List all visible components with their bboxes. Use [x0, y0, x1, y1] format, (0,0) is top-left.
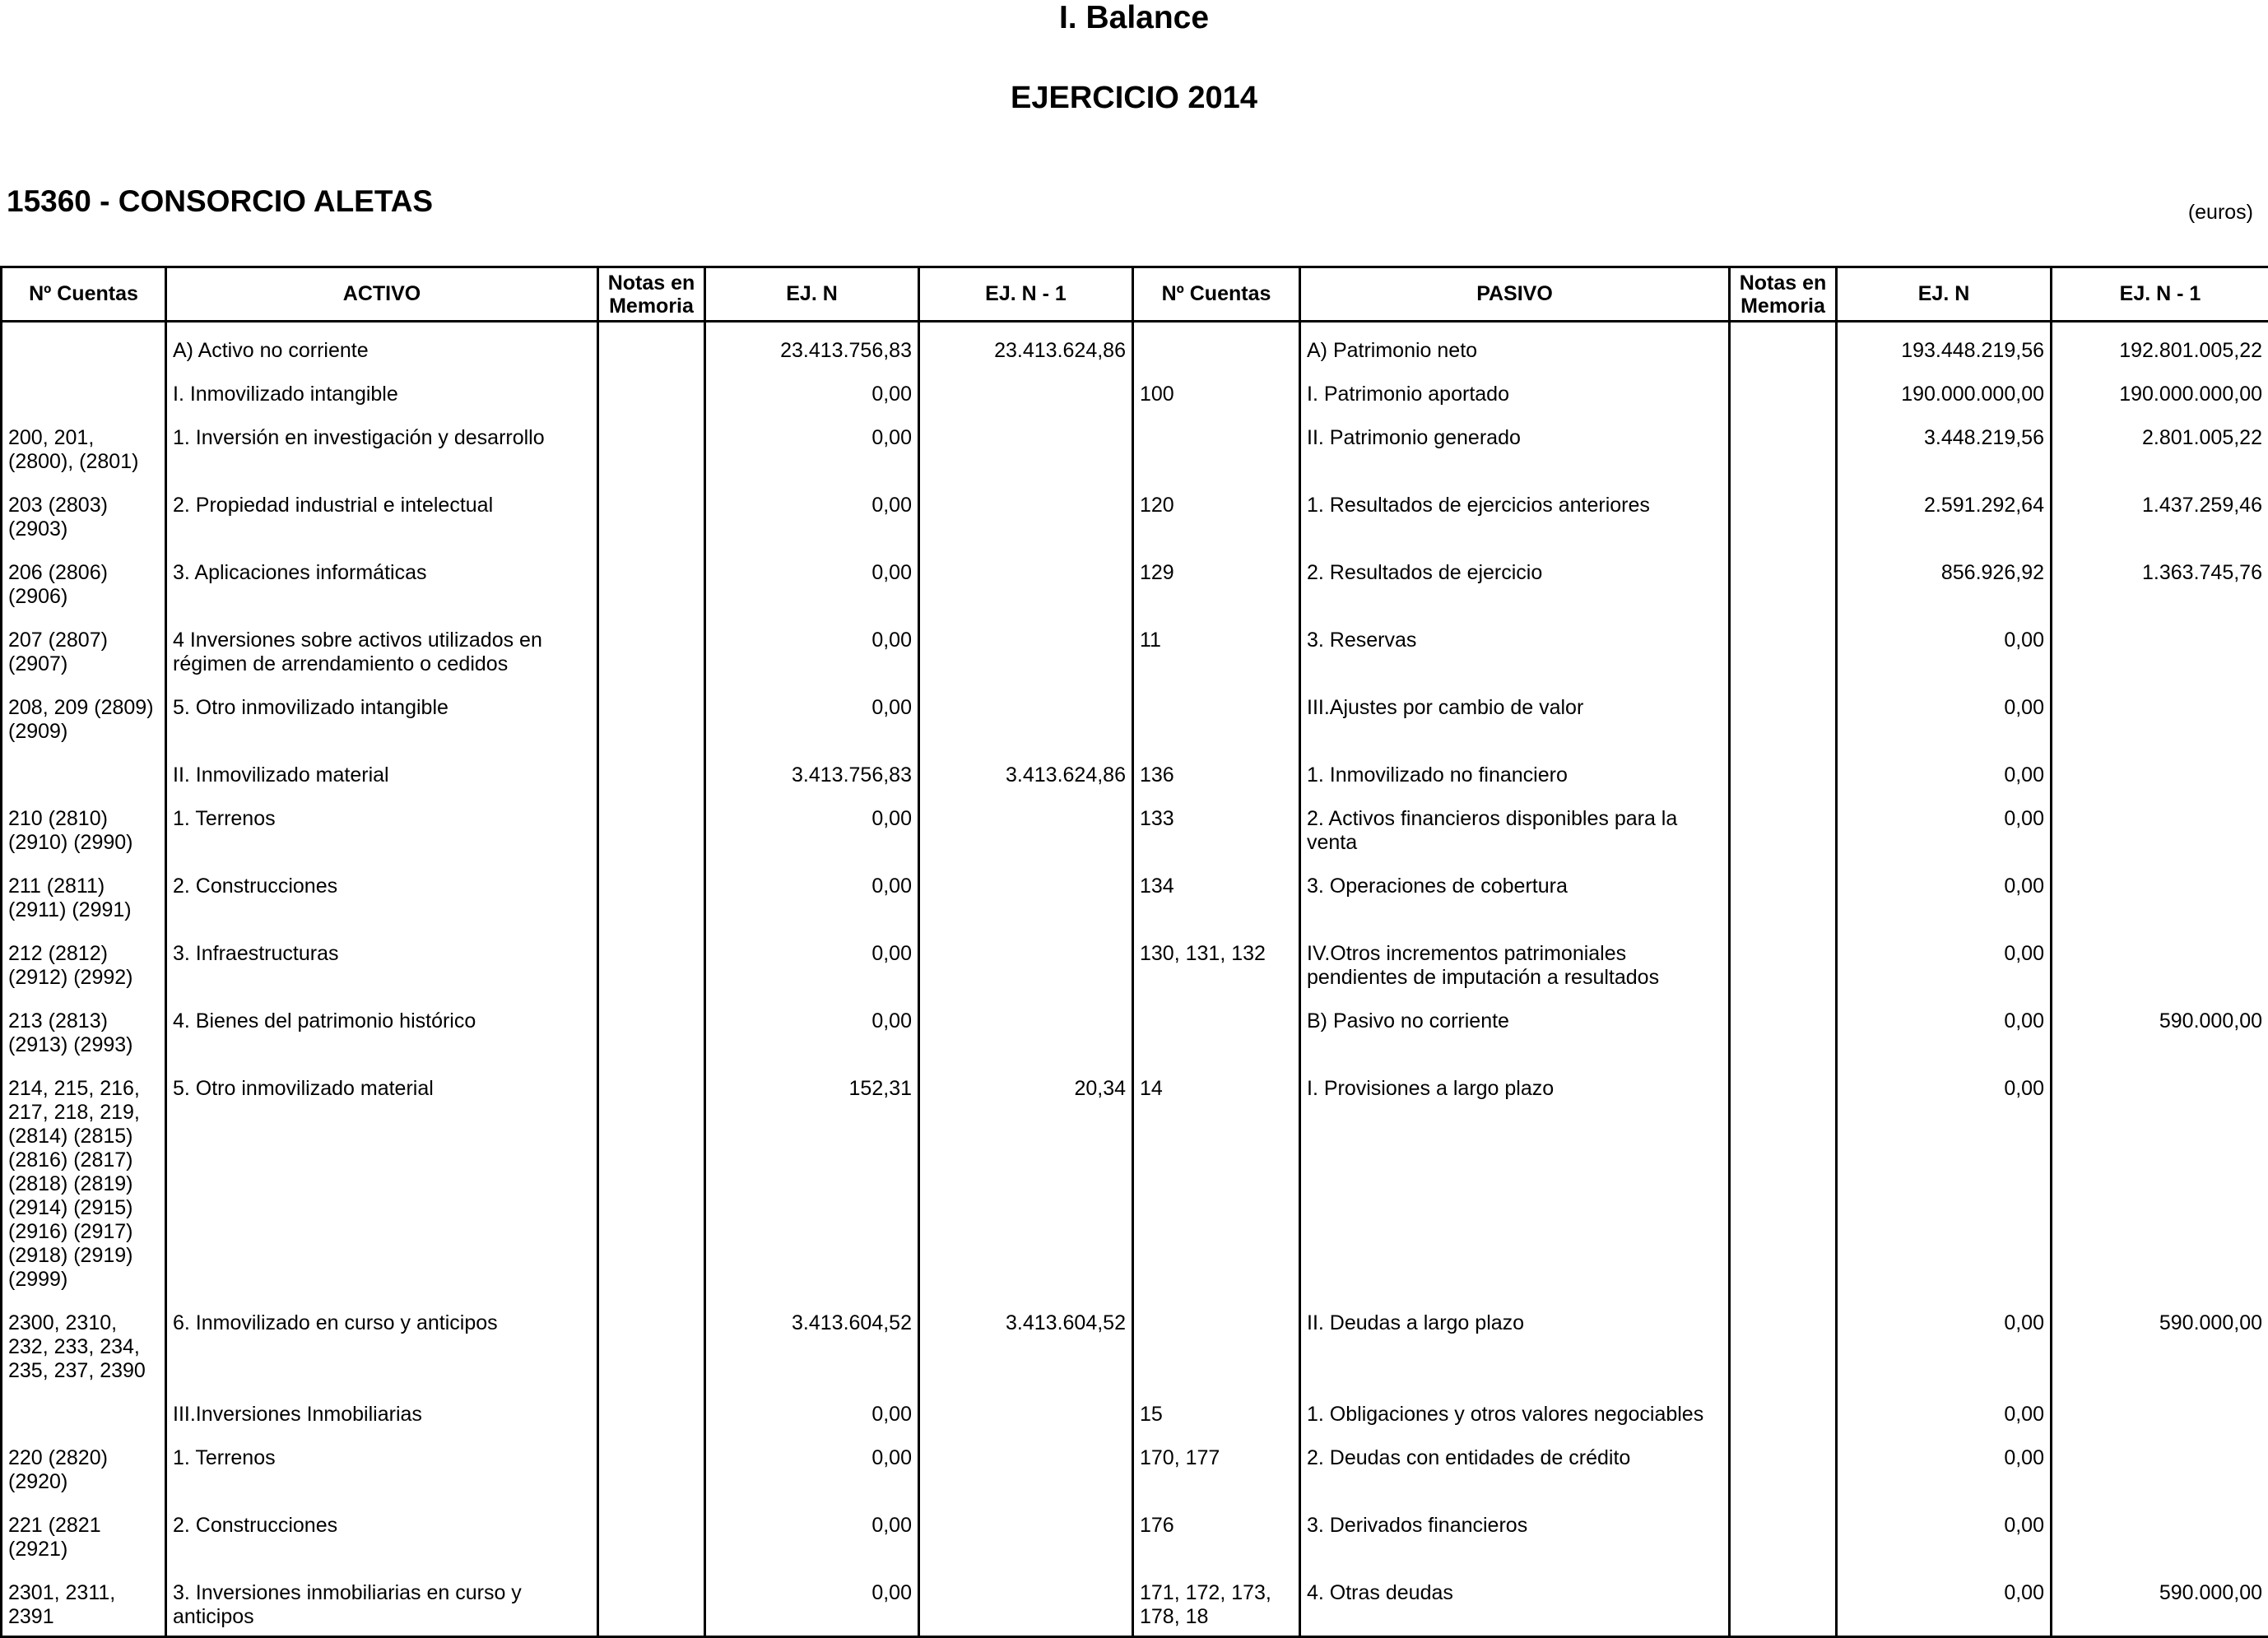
pasivo-ej-n-cell: 0,00: [1837, 791, 2052, 858]
pasivo-label-cell: 4. Otras deudas: [1300, 1565, 1730, 1637]
activo-label-cell: 1. Terrenos: [166, 791, 598, 858]
pasivo-ej-n1-cell: [2052, 791, 2268, 858]
table-row: [2, 747, 2268, 791]
pasivo-cuentas-cell: 100: [1133, 366, 1300, 410]
activo-ej-n-cell: 0,00: [705, 1386, 919, 1430]
pasivo-cuentas-cell: 129: [1133, 545, 1300, 612]
pasivo-label-cell: 1. Obligaciones y otros valores negociables: [1300, 1386, 1730, 1430]
pasivo-label-cell: 2. Deudas con entidades de crédito: [1300, 1430, 1730, 1497]
pasivo-ej-n1-cell: 1.363.745,76: [2052, 545, 2268, 612]
pasivo-cuentas-cell: 15: [1133, 1386, 1300, 1430]
activo-notas-cell: [598, 366, 705, 410]
activo-notas-cell: [598, 477, 705, 545]
pasivo-cuentas-cell: [1133, 322, 1300, 367]
pasivo-ej-n-cell: 0,00: [1837, 1497, 2052, 1565]
pasivo-notas-cell: [1730, 1430, 1837, 1497]
pasivo-ej-n-cell: 0,00: [1837, 858, 2052, 926]
activo-notas-cell: [598, 1497, 705, 1565]
pasivo-label-cell: 2. Activos financieros disponibles para la venta: [1300, 791, 1730, 858]
activo-ej-n-cell: 0,00: [705, 926, 919, 993]
activo-ej-n1-cell: [919, 791, 1133, 858]
table-row: [2, 1060, 2268, 1295]
pasivo-ej-n-cell: 0,00: [1837, 993, 2052, 1060]
activo-cuentas-cell: 2301, 2311, 2391: [2, 1565, 166, 1637]
pasivo-cuentas-cell: 134: [1133, 858, 1300, 926]
activo-ej-n-cell: 23.413.756,83: [705, 322, 919, 367]
activo-ej-n-cell: 0,00: [705, 1430, 919, 1497]
activo-ej-n1-cell: [919, 545, 1133, 612]
pasivo-label-cell: III.Ajustes por cambio de valor: [1300, 680, 1730, 747]
pasivo-ej-n-cell: 0,00: [1837, 1386, 2052, 1430]
activo-label-cell: 5. Otro inmovilizado material: [166, 1060, 598, 1295]
table-row: [2, 1497, 2268, 1565]
activo-notas-cell: [598, 612, 705, 680]
activo-notas-cell: [598, 993, 705, 1060]
pasivo-ej-n-cell: 856.926,92: [1837, 545, 2052, 612]
activo-notas-cell: [598, 926, 705, 993]
activo-ej-n1-cell: [919, 858, 1133, 926]
activo-cuentas-cell: 213 (2813) (2913) (2993): [2, 993, 166, 1060]
col-header-notas: Notas en Memoria: [598, 267, 705, 322]
activo-ej-n1-cell: [919, 366, 1133, 410]
activo-ej-n-cell: 0,00: [705, 612, 919, 680]
table-row: [2, 680, 2268, 747]
pasivo-notas-cell: [1730, 410, 1837, 477]
table-row: [2, 322, 2268, 367]
activo-ej-n-cell: 0,00: [705, 680, 919, 747]
pasivo-ej-n1-cell: 192.801.005,22: [2052, 322, 2268, 367]
table-row: [2, 993, 2268, 1060]
table-row: [2, 1295, 2268, 1386]
activo-ej-n-cell: 152,31: [705, 1060, 919, 1295]
activo-label-cell: A) Activo no corriente: [166, 322, 598, 367]
activo-ej-n-cell: 0,00: [705, 1565, 919, 1637]
activo-cuentas-cell: 206 (2806) (2906): [2, 545, 166, 612]
pasivo-cuentas-cell: 11: [1133, 612, 1300, 680]
pasivo-ej-n1-cell: 190.000.000,00: [2052, 366, 2268, 410]
report-title: I. Balance: [0, 0, 2268, 36]
pasivo-notas-cell: [1730, 322, 1837, 367]
activo-ej-n-cell: 0,00: [705, 545, 919, 612]
activo-notas-cell: [598, 858, 705, 926]
pasivo-cuentas-cell: [1133, 410, 1300, 477]
pasivo-label-cell: B) Pasivo no corriente: [1300, 993, 1730, 1060]
activo-label-cell: 4 Inversiones sobre activos utilizados en régimen de arrendamiento o cedidos: [166, 612, 598, 680]
table-row: [2, 1430, 2268, 1497]
activo-ej-n-cell: 0,00: [705, 366, 919, 410]
pasivo-ej-n-cell: 0,00: [1837, 1295, 2052, 1386]
pasivo-cuentas-cell: 170, 177: [1133, 1430, 1300, 1497]
pasivo-label-cell: IV.Otros incrementos patrimoniales pendientes de imputación a resultados: [1300, 926, 1730, 993]
activo-ej-n-cell: 0,00: [705, 858, 919, 926]
pasivo-notas-cell: [1730, 477, 1837, 545]
pasivo-ej-n-cell: 0,00: [1837, 1430, 2052, 1497]
pasivo-ej-n1-cell: 2.801.005,22: [2052, 410, 2268, 477]
pasivo-ej-n1-cell: [2052, 680, 2268, 747]
col-header-ej-n1-pasivo: EJ. N - 1: [2052, 267, 2268, 322]
pasivo-ej-n-cell: 2.591.292,64: [1837, 477, 2052, 545]
activo-ej-n1-cell: 20,34: [919, 1060, 1133, 1295]
activo-notas-cell: [598, 1565, 705, 1637]
activo-notas-cell: [598, 410, 705, 477]
activo-label-cell: 1. Terrenos: [166, 1430, 598, 1497]
pasivo-cuentas-cell: 136: [1133, 747, 1300, 791]
pasivo-label-cell: 3. Reservas: [1300, 612, 1730, 680]
activo-notas-cell: [598, 1295, 705, 1386]
activo-notas-cell: [598, 1060, 705, 1295]
col-header-cuentas-pasivo: Nº Cuentas: [1133, 267, 1300, 322]
activo-notas-cell: [598, 680, 705, 747]
pasivo-notas-cell: [1730, 1497, 1837, 1565]
activo-ej-n1-cell: [919, 993, 1133, 1060]
col-header-activo: ACTIVO: [166, 267, 598, 322]
activo-cuentas-cell: 211 (2811) (2911) (2991): [2, 858, 166, 926]
activo-cuentas-cell: 214, 215, 216, 217, 218, 219, (2814) (2815) (2816) (2817) (2818) (2819) (2914) (2915) (2916) (2917) (2918) (2919) (2999): [2, 1060, 166, 1295]
pasivo-ej-n1-cell: 590.000,00: [2052, 993, 2268, 1060]
activo-label-cell: 3. Inversiones inmobiliarias en curso y anticipos: [166, 1565, 598, 1637]
pasivo-notas-cell: [1730, 1386, 1837, 1430]
activo-cuentas-cell: 212 (2812) (2912) (2992): [2, 926, 166, 993]
activo-notas-cell: [598, 747, 705, 791]
activo-notas-cell: [598, 1430, 705, 1497]
table-row: [2, 1565, 2268, 1637]
activo-label-cell: 2. Construcciones: [166, 1497, 598, 1565]
report-subtitle: EJERCICIO 2014: [0, 81, 2268, 116]
activo-notas-cell: [598, 322, 705, 367]
col-header-cuentas: Nº Cuentas: [2, 267, 166, 322]
activo-ej-n-cell: 0,00: [705, 993, 919, 1060]
pasivo-cuentas-cell: [1133, 1295, 1300, 1386]
pasivo-ej-n1-cell: 590.000,00: [2052, 1565, 2268, 1637]
activo-ej-n-cell: 3.413.604,52: [705, 1295, 919, 1386]
table-row: [2, 858, 2268, 926]
pasivo-cuentas-cell: 176: [1133, 1497, 1300, 1565]
pasivo-notas-cell: [1730, 612, 1837, 680]
activo-cuentas-cell: 220 (2820) (2920): [2, 1430, 166, 1497]
activo-label-cell: 4. Bienes del patrimonio histórico: [166, 993, 598, 1060]
activo-notas-cell: [598, 791, 705, 858]
activo-ej-n1-cell: [919, 1565, 1133, 1637]
pasivo-label-cell: I. Provisiones a largo plazo: [1300, 1060, 1730, 1295]
table-row: [2, 612, 2268, 680]
pasivo-ej-n1-cell: [2052, 858, 2268, 926]
pasivo-ej-n1-cell: [2052, 1060, 2268, 1295]
activo-ej-n-cell: 0,00: [705, 791, 919, 858]
pasivo-label-cell: A) Patrimonio neto: [1300, 322, 1730, 367]
activo-label-cell: 1. Inversión en investigación y desarrollo: [166, 410, 598, 477]
activo-ej-n1-cell: 3.413.624,86: [919, 747, 1133, 791]
balance-table: [0, 266, 2268, 1638]
activo-label-cell: 5. Otro inmovilizado intangible: [166, 680, 598, 747]
activo-ej-n1-cell: 3.413.604,52: [919, 1295, 1133, 1386]
activo-label-cell: 2. Construcciones: [166, 858, 598, 926]
pasivo-ej-n1-cell: [2052, 747, 2268, 791]
activo-cuentas-cell: [2, 747, 166, 791]
table-row: [2, 477, 2268, 545]
pasivo-cuentas-cell: 130, 131, 132: [1133, 926, 1300, 993]
col-header-notas-pasivo: Notas en Memoria: [1730, 267, 1837, 322]
table-row: [2, 926, 2268, 993]
activo-label-cell: 3. Infraestructuras: [166, 926, 598, 993]
pasivo-cuentas-cell: 171, 172, 173, 178, 18: [1133, 1565, 1300, 1637]
pasivo-ej-n1-cell: 1.437.259,46: [2052, 477, 2268, 545]
activo-label-cell: 6. Inmovilizado en curso y anticipos: [166, 1295, 598, 1386]
pasivo-label-cell: I. Patrimonio aportado: [1300, 366, 1730, 410]
activo-cuentas-cell: 208, 209 (2809) (2909): [2, 680, 166, 747]
pasivo-notas-cell: [1730, 1295, 1837, 1386]
pasivo-notas-cell: [1730, 858, 1837, 926]
pasivo-notas-cell: [1730, 1060, 1837, 1295]
pasivo-ej-n-cell: 0,00: [1837, 680, 2052, 747]
activo-ej-n1-cell: [919, 1386, 1133, 1430]
pasivo-cuentas-cell: [1133, 993, 1300, 1060]
activo-notas-cell: [598, 545, 705, 612]
activo-label-cell: II. Inmovilizado material: [166, 747, 598, 791]
activo-cuentas-cell: [2, 366, 166, 410]
activo-ej-n1-cell: [919, 1430, 1133, 1497]
pasivo-label-cell: 3. Operaciones de cobertura: [1300, 858, 1730, 926]
pasivo-cuentas-cell: 120: [1133, 477, 1300, 545]
activo-cuentas-cell: [2, 322, 166, 367]
activo-label-cell: 2. Propiedad industrial e intelectual: [166, 477, 598, 545]
pasivo-ej-n-cell: 193.448.219,56: [1837, 322, 2052, 367]
activo-label-cell: 3. Aplicaciones informáticas: [166, 545, 598, 612]
activo-ej-n-cell: 3.413.756,83: [705, 747, 919, 791]
pasivo-label-cell: 2. Resultados de ejercicio: [1300, 545, 1730, 612]
pasivo-ej-n-cell: 0,00: [1837, 1060, 2052, 1295]
pasivo-ej-n1-cell: [2052, 1430, 2268, 1497]
pasivo-cuentas-cell: 14: [1133, 1060, 1300, 1295]
activo-ej-n1-cell: [919, 926, 1133, 993]
activo-cuentas-cell: 207 (2807) (2907): [2, 612, 166, 680]
pasivo-notas-cell: [1730, 366, 1837, 410]
activo-ej-n-cell: 0,00: [705, 410, 919, 477]
col-header-ej-n1: EJ. N - 1: [919, 267, 1133, 322]
activo-ej-n1-cell: [919, 612, 1133, 680]
pasivo-ej-n-cell: 0,00: [1837, 1565, 2052, 1637]
pasivo-ej-n1-cell: [2052, 612, 2268, 680]
activo-cuentas-cell: 200, 201, (2800), (2801): [2, 410, 166, 477]
pasivo-label-cell: II. Deudas a largo plazo: [1300, 1295, 1730, 1386]
table-row: [2, 545, 2268, 612]
activo-ej-n1-cell: [919, 680, 1133, 747]
activo-label-cell: I. Inmovilizado intangible: [166, 366, 598, 410]
pasivo-ej-n-cell: 3.448.219,56: [1837, 410, 2052, 477]
pasivo-notas-cell: [1730, 1565, 1837, 1637]
activo-cuentas-cell: 2300, 2310, 232, 233, 234, 235, 237, 2390: [2, 1295, 166, 1386]
table-row: [2, 1386, 2268, 1430]
pasivo-ej-n1-cell: [2052, 926, 2268, 993]
pasivo-ej-n1-cell: [2052, 1497, 2268, 1565]
col-header-ej-n: EJ. N: [705, 267, 919, 322]
pasivo-notas-cell: [1730, 680, 1837, 747]
pasivo-label-cell: 1. Inmovilizado no financiero: [1300, 747, 1730, 791]
pasivo-label-cell: 3. Derivados financieros: [1300, 1497, 1730, 1565]
table-row: [2, 791, 2268, 858]
pasivo-notas-cell: [1730, 926, 1837, 993]
pasivo-label-cell: II. Patrimonio generado: [1300, 410, 1730, 477]
pasivo-label-cell: 1. Resultados de ejercicios anteriores: [1300, 477, 1730, 545]
pasivo-ej-n-cell: 190.000.000,00: [1837, 366, 2052, 410]
activo-notas-cell: [598, 1386, 705, 1430]
col-header-pasivo: PASIVO: [1300, 267, 1730, 322]
currency-units: (euros): [2188, 201, 2253, 225]
pasivo-notas-cell: [1730, 545, 1837, 612]
activo-cuentas-cell: [2, 1386, 166, 1430]
activo-ej-n1-cell: [919, 477, 1133, 545]
table-row: [2, 366, 2268, 410]
pasivo-cuentas-cell: [1133, 680, 1300, 747]
entity-name: 15360 - CONSORCIO ALETAS: [7, 184, 433, 219]
col-header-ej-n-pasivo: EJ. N: [1837, 267, 2052, 322]
pasivo-ej-n1-cell: [2052, 1386, 2268, 1430]
activo-cuentas-cell: 210 (2810) (2910) (2990): [2, 791, 166, 858]
activo-ej-n-cell: 0,00: [705, 1497, 919, 1565]
table-header-row: [2, 267, 2268, 322]
pasivo-ej-n-cell: 0,00: [1837, 747, 2052, 791]
pasivo-cuentas-cell: 133: [1133, 791, 1300, 858]
activo-cuentas-cell: 221 (2821 (2921): [2, 1497, 166, 1565]
activo-label-cell: III.Inversiones Inmobiliarias: [166, 1386, 598, 1430]
pasivo-notas-cell: [1730, 747, 1837, 791]
pasivo-ej-n1-cell: 590.000,00: [2052, 1295, 2268, 1386]
pasivo-notas-cell: [1730, 993, 1837, 1060]
pasivo-ej-n-cell: 0,00: [1837, 926, 2052, 993]
table-row: [2, 410, 2268, 477]
activo-ej-n-cell: 0,00: [705, 477, 919, 545]
activo-ej-n1-cell: 23.413.624,86: [919, 322, 1133, 367]
pasivo-ej-n-cell: 0,00: [1837, 612, 2052, 680]
pasivo-notas-cell: [1730, 791, 1837, 858]
activo-ej-n1-cell: [919, 1497, 1133, 1565]
activo-ej-n1-cell: [919, 410, 1133, 477]
activo-cuentas-cell: 203 (2803) (2903): [2, 477, 166, 545]
